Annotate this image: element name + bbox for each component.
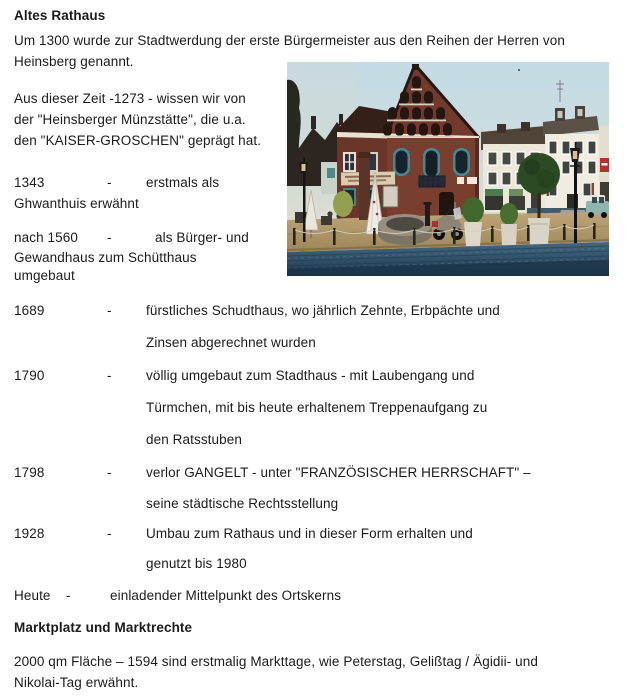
timeline-dash: - bbox=[107, 175, 112, 190]
timeline-text: erstmals als bbox=[146, 175, 220, 190]
markt-line: Nikolai-Tag erwähnt. bbox=[14, 675, 139, 690]
timeline-dash: - bbox=[107, 368, 112, 383]
muenz-line: den "KAISER-GROSCHEN" geprägt hat. bbox=[14, 133, 262, 148]
timeline-text: fürstliches Schudthaus, wo jährlich Zehnte, Erbpächte und bbox=[146, 303, 500, 318]
timeline-dash: - bbox=[66, 588, 71, 603]
timeline-text: einladender Mittelpunkt des Ortskerns bbox=[110, 588, 342, 603]
markt-line: 2000 qm Fläche – 1594 sind erstmalig Markttage, wie Peterstag, Gelißtag / Ägidii- und bbox=[14, 654, 539, 669]
timeline-text: Umbau zum Rathaus und in dieser Form erhalten und bbox=[146, 526, 473, 541]
timeline-date: 1689 bbox=[14, 303, 45, 318]
muenz-line: der "Heinsberger Münzstätte", die u.a. bbox=[14, 112, 246, 127]
timeline-dash: - bbox=[107, 230, 112, 245]
timeline-date: nach 1560 bbox=[14, 230, 78, 245]
timeline-date: 1928 bbox=[14, 526, 45, 541]
timeline-text: den Ratsstuben bbox=[146, 432, 242, 447]
muenz-line: Aus dieser Zeit -1273 - wissen wir von bbox=[14, 91, 246, 106]
page-title: Altes Rathaus bbox=[14, 8, 106, 23]
timeline-text: genutzt bis 1980 bbox=[146, 556, 247, 571]
timeline-text: seine städtische Rechtsstellung bbox=[146, 496, 339, 511]
timeline-date: 1343 bbox=[14, 175, 45, 190]
timeline-text: Türmchen, mit bis heute erhaltenem Treppenaufgang zu bbox=[146, 400, 488, 415]
timeline-text: als Bürger- und bbox=[155, 230, 249, 245]
timeline-date: 1790 bbox=[14, 368, 45, 383]
timeline-text: Zinsen abgerechnet wurden bbox=[146, 335, 316, 350]
intro-line: Heinsberg genannt. bbox=[14, 54, 134, 69]
timeline-date: 1798 bbox=[14, 465, 45, 480]
timeline-dash: - bbox=[107, 465, 112, 480]
timeline-text: verlor GANGELT - unter "FRANZÖSISCHER HERRSCHAFT" – bbox=[146, 465, 531, 480]
section-heading-marktplatz: Marktplatz und Marktrechte bbox=[14, 620, 193, 635]
marktplatz-photo bbox=[287, 62, 609, 276]
timeline-text: Ghwanthuis erwähnt bbox=[14, 196, 139, 211]
marktplatz-photo-graphic bbox=[287, 62, 609, 276]
timeline-dash: - bbox=[107, 303, 112, 318]
timeline-text: umgebaut bbox=[14, 268, 75, 283]
timeline-text: Gewandhaus zum Schütthaus bbox=[14, 250, 197, 265]
timeline-text: völlig umgebaut zum Stadthaus - mit Laubengang und bbox=[146, 368, 475, 383]
timeline-dash: - bbox=[107, 526, 112, 541]
intro-line: Um 1300 wurde zur Stadtwerdung der erste Bürgermeister aus den Reihen der Herren von bbox=[14, 33, 565, 48]
timeline-date: Heute bbox=[14, 588, 51, 603]
